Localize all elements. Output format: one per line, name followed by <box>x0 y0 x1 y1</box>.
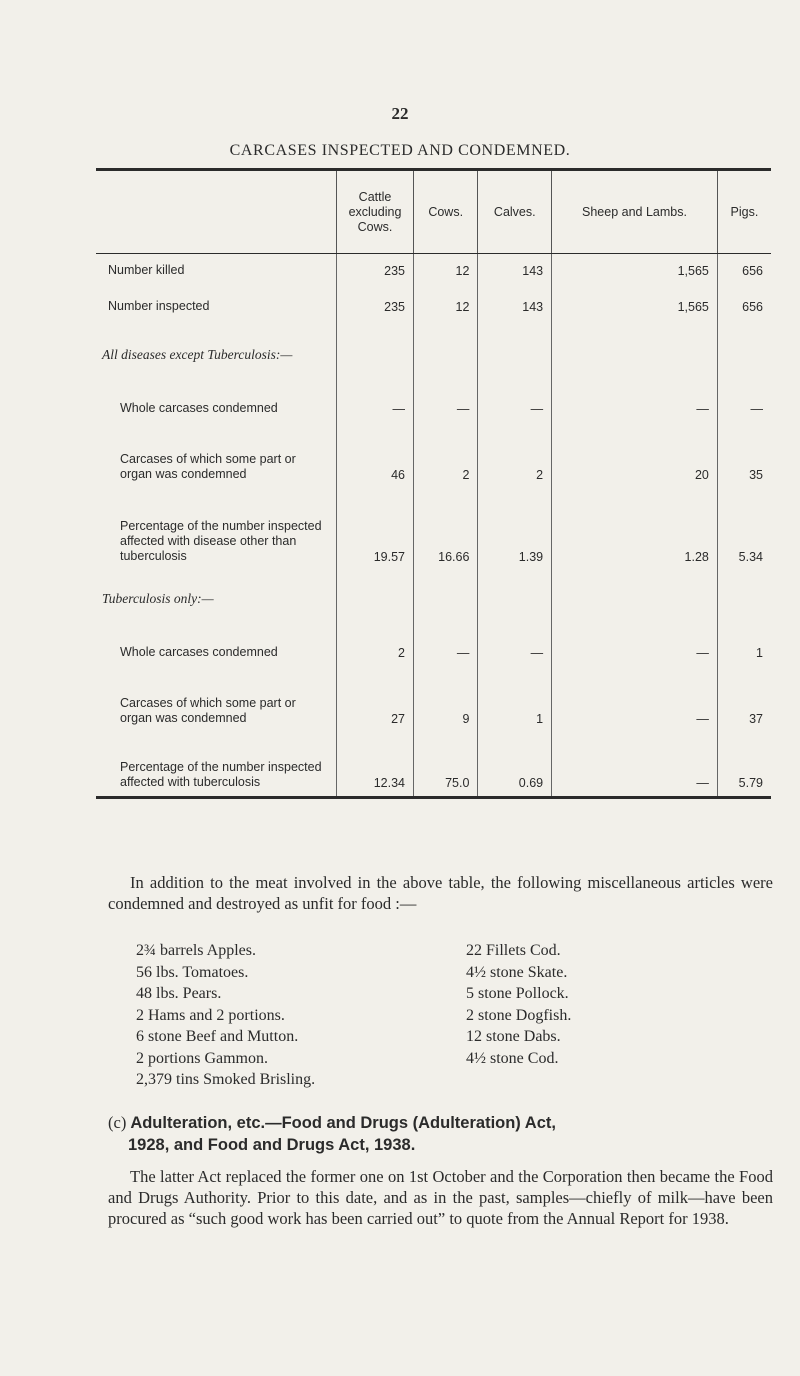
closing-paragraph: The latter Act replaced the former one on 1st October and the Corporation then became the Food and Drugs Authority. Prior to this date, and as in the past, samples—chiefly of milk—have been procured as “such good work has been carried out” to quote from the Annual Report for 1938. <box>108 1167 773 1228</box>
table-cell: 12 <box>414 284 478 320</box>
list-item: 2,379 tins Smoked Brisling. <box>136 1071 316 1088</box>
list-item: 2¾ barrels Apples. <box>136 942 256 959</box>
table-cell <box>414 570 478 612</box>
table-cell: — <box>717 368 771 422</box>
table-cell: — <box>414 368 478 422</box>
list-item: 22 Fillets Cod. <box>466 942 561 959</box>
row-label: Percentage of the number inspected affected with tuberculosis <box>120 760 322 789</box>
table-cell: — <box>552 732 718 798</box>
table-cell: 20 <box>552 422 718 488</box>
table-cell: 2 <box>478 422 552 488</box>
row-label: Whole carcases condemned <box>120 644 278 659</box>
table-cell: 12.34 <box>337 732 414 798</box>
table-cell: 1 <box>478 666 552 732</box>
row-label: Whole carcases condemned <box>120 400 278 415</box>
table-row <box>96 488 771 570</box>
table-cell: 16.66 <box>414 488 478 570</box>
table-cell: 5.34 <box>717 488 771 570</box>
table-title: CARCASES INSPECTED AND CONDEMNED. <box>229 142 571 159</box>
table-cell: 5.79 <box>717 732 771 798</box>
table-cell: 46 <box>337 422 414 488</box>
table-cell: 656 <box>717 284 771 320</box>
table-cell <box>337 320 414 368</box>
table-row <box>96 732 771 798</box>
table-row <box>96 254 771 284</box>
table-row <box>96 284 771 320</box>
table-row <box>96 612 771 666</box>
intro-paragraph: In addition to the meat involved in the above table, the following miscellaneous articles were condemned and destroyed as unfit for food :— <box>108 873 773 913</box>
table-row <box>96 368 771 422</box>
table-row <box>96 666 771 732</box>
list-item: 2 stone Dogfish. <box>466 1006 572 1024</box>
list-item: 48 lbs. Pears. <box>136 985 222 1002</box>
section-heading-line2: 1928, and Food and Drugs Act, 1938. <box>128 1136 416 1154</box>
table-cell <box>552 570 718 612</box>
table-cell <box>717 570 771 612</box>
row-label: Percentage of the number inspected affected with disease other than tuberculosis <box>120 518 322 563</box>
table-cell <box>552 320 718 368</box>
section-heading-line1: Adulteration, etc.—Food and Drugs (Adulteration) Act, <box>130 1114 556 1132</box>
section-heading <box>108 1112 773 1156</box>
section-label: Tuberculosis only:— <box>102 590 214 606</box>
header-blank <box>96 170 337 254</box>
table-cell <box>478 570 552 612</box>
table-cell: 27 <box>337 666 414 732</box>
table-cell: 2 <box>337 612 414 666</box>
table-cell: 1,565 <box>552 284 718 320</box>
list-item: 4½ stone Skate. <box>466 963 568 981</box>
list-item: 6 stone Beef and Mutton. <box>136 1028 299 1045</box>
header-cows: Cows. <box>414 170 478 254</box>
table-cell: 19.57 <box>337 488 414 570</box>
list-item: 4½ stone Cod. <box>466 1049 559 1067</box>
header-calves: Calves. <box>478 170 552 254</box>
table-cell: — <box>552 612 718 666</box>
table-cell <box>478 320 552 368</box>
table-cell: 75.0 <box>414 732 478 798</box>
table-cell <box>337 570 414 612</box>
table-cell: — <box>337 368 414 422</box>
list-item: 2 portions Gammon. <box>136 1049 268 1067</box>
table-cell: 1 <box>717 612 771 666</box>
list-item: 12 stone Dabs. <box>466 1028 561 1045</box>
header-sheep: Sheep and Lambs. <box>552 170 718 254</box>
table-cell: 37 <box>717 666 771 732</box>
table-header-row <box>96 170 771 254</box>
section-row <box>96 320 771 368</box>
table-cell <box>717 320 771 368</box>
table-cell: 9 <box>414 666 478 732</box>
table-cell: 12 <box>414 254 478 284</box>
row-label: Carcases of which some part or organ was condemned <box>120 695 296 725</box>
table-cell: 656 <box>717 254 771 284</box>
condemned-items-left <box>136 940 456 1091</box>
table-cell: 143 <box>478 254 552 284</box>
table-row <box>96 422 771 488</box>
section-row <box>96 570 771 612</box>
table-cell: 143 <box>478 284 552 320</box>
table-cell: 35 <box>717 422 771 488</box>
section-label: All diseases except Tuberculosis:— <box>102 346 293 362</box>
carcases-table <box>96 168 771 799</box>
table-cell: 1,565 <box>552 254 718 284</box>
header-pigs: Pigs. <box>717 170 771 254</box>
table-cell: — <box>478 368 552 422</box>
table-cell: 1.28 <box>552 488 718 570</box>
table-cell: 2 <box>414 422 478 488</box>
table-cell <box>414 320 478 368</box>
table-cell: 235 <box>337 254 414 284</box>
list-item: 56 lbs. Tomatoes. <box>136 963 249 981</box>
row-label: Carcases of which some part or organ was condemned <box>120 451 296 481</box>
table-cell: — <box>552 666 718 732</box>
section-letter: (c) <box>108 1113 127 1132</box>
table-cell: 235 <box>337 284 414 320</box>
list-item: 5 stone Pollock. <box>466 985 569 1002</box>
row-label: Number killed <box>108 262 185 277</box>
condemned-items-right <box>466 940 766 1069</box>
table-cell: — <box>552 368 718 422</box>
table-cell: 0.69 <box>478 732 552 798</box>
row-label: Number inspected <box>108 298 210 313</box>
table-cell: — <box>414 612 478 666</box>
table-cell: 1.39 <box>478 488 552 570</box>
list-item: 2 Hams and 2 portions. <box>136 1006 285 1024</box>
table-cell: — <box>478 612 552 666</box>
header-cattle: Cattle excluding Cows. <box>337 170 414 254</box>
page-number: 22 <box>391 104 409 123</box>
